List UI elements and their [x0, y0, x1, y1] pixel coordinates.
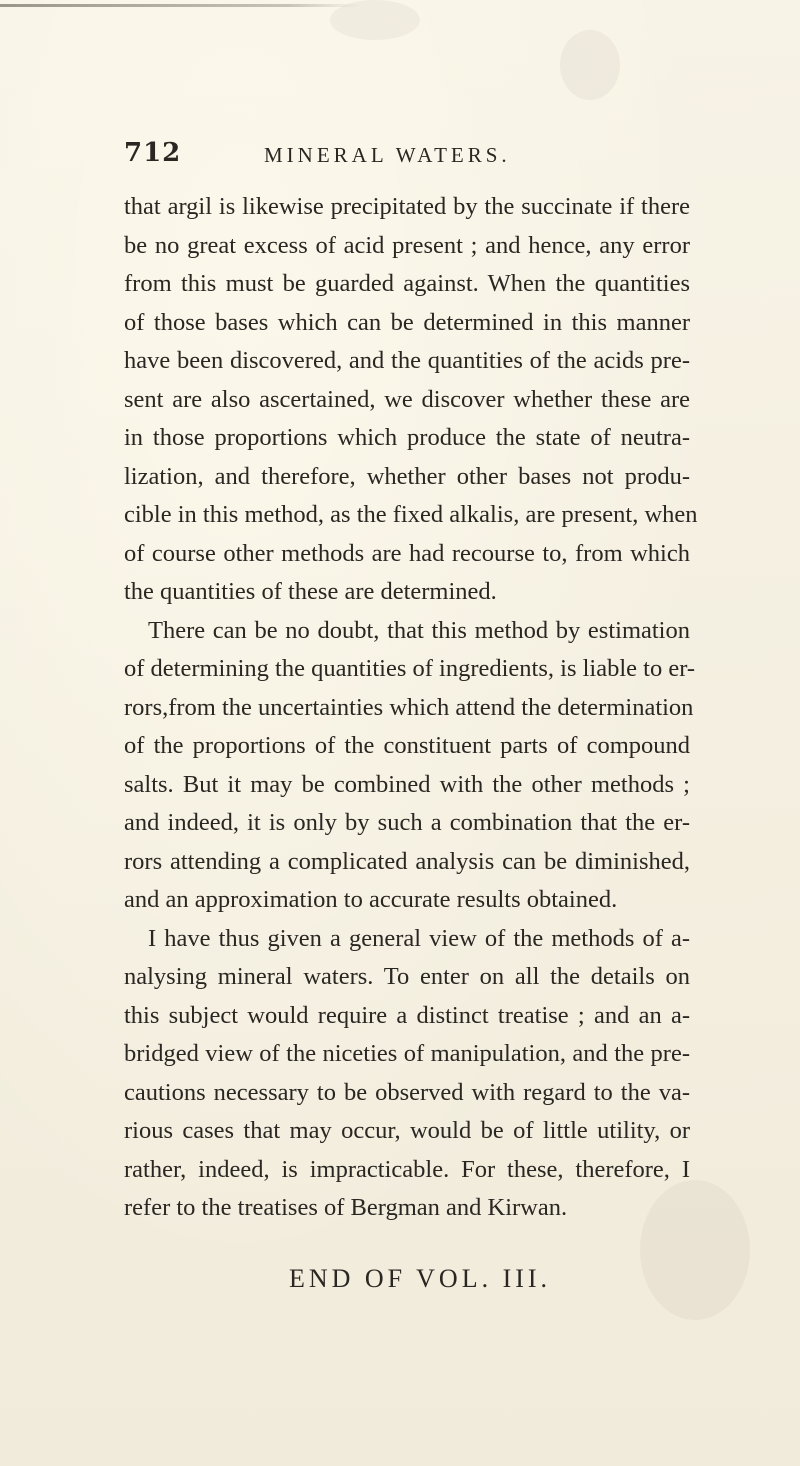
page-edge-rule [0, 4, 360, 7]
paper-stain [560, 30, 620, 100]
text-line: of course other methods are had recourse to, from which [124, 539, 690, 567]
text-line: of determining the quantities of ingredients, is liable to er- [124, 655, 696, 682]
text-line: rious cases that may occur, would be of little utility, or [124, 1117, 690, 1144]
text-line: sent are also ascertained, we discover whether these are [124, 385, 690, 413]
text-line: and an approximation to accurate results obtained. [124, 886, 618, 913]
text-line: the quantities of these are determined. [124, 578, 497, 605]
paper-stain [330, 0, 420, 40]
text-line: in those proportions which produce the state of neutra- [124, 424, 690, 451]
text-line: rather, indeed, is impracticable. For these, therefore, I [124, 1155, 690, 1183]
text-line: have been discovered, and the quantities of the acids pre- [124, 347, 690, 374]
body-text [124, 188, 698, 1228]
text-line: cautions necessary to be observed with regard to the va- [124, 1078, 690, 1106]
text-line: rors attending a complicated analysis can be diminished, [124, 847, 690, 875]
text-line: salts. But it may be combined with the other methods ; [124, 770, 690, 798]
text-line: I have thus given a general view of the methods of a- [148, 924, 690, 952]
page-number: 712 [124, 138, 182, 168]
text-line: be no great excess of acid present ; and hence, any error [124, 231, 690, 259]
text-line: of those bases which can be determined in this manner [124, 308, 690, 336]
text-line: rors,from the uncertainties which attend the determination [124, 693, 694, 721]
page-header [124, 138, 684, 178]
text-line: from this must be guarded against. When the quantities [124, 270, 690, 297]
text-line: this subject would require a distinct treatise ; and an a- [124, 1001, 690, 1029]
text-line: of the proportions of the constituent parts of compound [124, 732, 690, 759]
text-line: that argil is likewise precipitated by the succinate if there [124, 193, 690, 220]
text-line: There can be no doubt, that this method by estimation [148, 616, 690, 644]
text-line: lization, and therefore, whether other bases not produ- [124, 462, 690, 490]
running-title: MINERAL WATERS. [264, 143, 511, 167]
text-line: and indeed, it is only by such a combination that the er- [124, 809, 690, 836]
text-line: nalysing mineral waters. To enter on all the details on [124, 963, 690, 990]
text-line: bridged view of the niceties of manipulation, and the pre- [124, 1040, 690, 1067]
text-line: refer to the treatises of Bergman and Kirwan. [124, 1194, 568, 1221]
end-of-volume-mark: END OF VOL. III. [288, 1264, 552, 1293]
text-line: cible in this method, as the fixed alkalis, are present, when [124, 501, 698, 528]
